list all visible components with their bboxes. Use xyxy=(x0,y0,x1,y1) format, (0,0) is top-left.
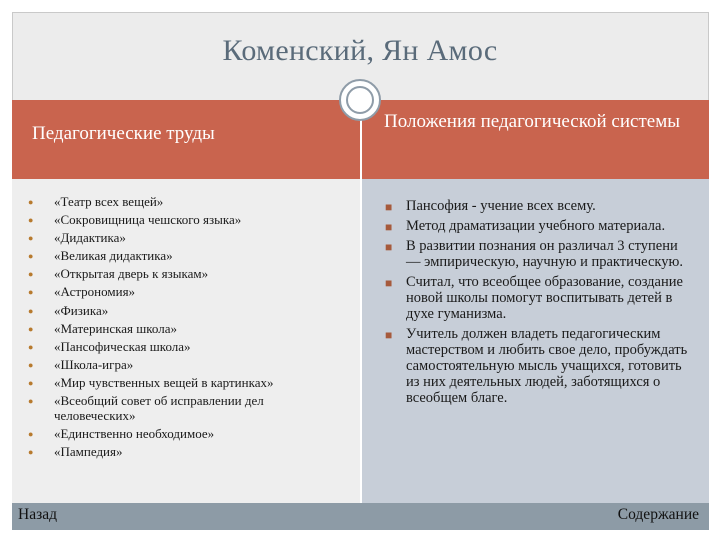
bullet-icon: ■ xyxy=(385,328,393,342)
bullet-icon: ● xyxy=(28,396,34,407)
bullet-icon: ■ xyxy=(385,200,393,214)
bullet-icon: ● xyxy=(28,233,34,244)
list-item: ● «Единственно необходимое» xyxy=(28,425,215,441)
right-column-header-label: Положения педагогической системы xyxy=(384,111,680,132)
list-item: ● «Дидактика» xyxy=(28,230,126,246)
bullet-icon: ● xyxy=(28,305,34,316)
list-item: ● «Школа-игра» xyxy=(28,356,134,372)
list-item: ● «Пансофическая школа» xyxy=(28,338,191,354)
bullet-icon: ● xyxy=(28,359,34,370)
bullet-icon: ● xyxy=(28,377,34,388)
bullet-icon: ■ xyxy=(385,240,393,254)
back-link[interactable]: Назад xyxy=(18,506,57,523)
list-item: ● «Сокровищница чешского языка» xyxy=(28,212,242,228)
bullet-icon: ● xyxy=(28,341,34,352)
bullet-icon: ● xyxy=(28,287,34,298)
slide-title: Коменский, Ян Амос xyxy=(222,34,498,67)
contents-link[interactable]: Содержание xyxy=(617,506,699,523)
list-item: ■ Пансофия - учение всех всему. xyxy=(385,198,596,214)
positions-list xyxy=(382,198,692,410)
list-item: ● «Мир чувственных вещей в картинках» xyxy=(28,374,274,390)
list-item: ● «Всеобщий совет об исправлении дел человеческих» xyxy=(28,393,264,423)
bullet-icon: ● xyxy=(28,269,34,280)
left-column-header-label: Педагогические труды xyxy=(32,123,215,144)
column-divider xyxy=(360,100,362,503)
circle-emblem-icon xyxy=(339,79,381,121)
bullet-icon: ■ xyxy=(385,220,393,234)
bullet-icon: ● xyxy=(28,197,34,207)
bullet-icon: ● xyxy=(28,428,34,439)
bullet-icon: ● xyxy=(28,251,34,262)
footer-bar xyxy=(12,503,709,530)
list-item: ■ В развитии познания он различал 3 ступени — эмпирическую, научную и практическую. xyxy=(385,238,683,270)
bullet-icon: ● xyxy=(28,446,34,457)
works-list xyxy=(28,195,348,463)
list-item: ● «Астрономия» xyxy=(28,284,136,300)
list-item: ■ Считал, что всеобщее образование, создание новой школы помогут воспитывать детей в духе гуманизма. xyxy=(385,274,683,322)
list-item: ■ Учитель должен владеть педагогическим мастерством и любить свое дело, пробуждать самостоятельную мысль учащихся, готовить из них деятельных людей, заботящихся о всеобщем благе. xyxy=(385,326,688,406)
bullet-icon: ● xyxy=(28,215,34,226)
list-item: ● «Великая дидактика» xyxy=(28,248,173,264)
list-item: ● «Открытая дверь к языкам» xyxy=(28,266,209,282)
bullet-icon: ■ xyxy=(385,276,393,290)
list-item: ■ Метод драматизации учебного материала. xyxy=(385,218,666,234)
list-item: ● «Пампедия» xyxy=(28,443,123,459)
list-item: ● «Театр всех вещей» xyxy=(28,194,164,209)
list-item: ● «Физика» xyxy=(28,302,109,318)
list-item: ● «Материнская школа» xyxy=(28,320,177,336)
bullet-icon: ● xyxy=(28,323,34,334)
